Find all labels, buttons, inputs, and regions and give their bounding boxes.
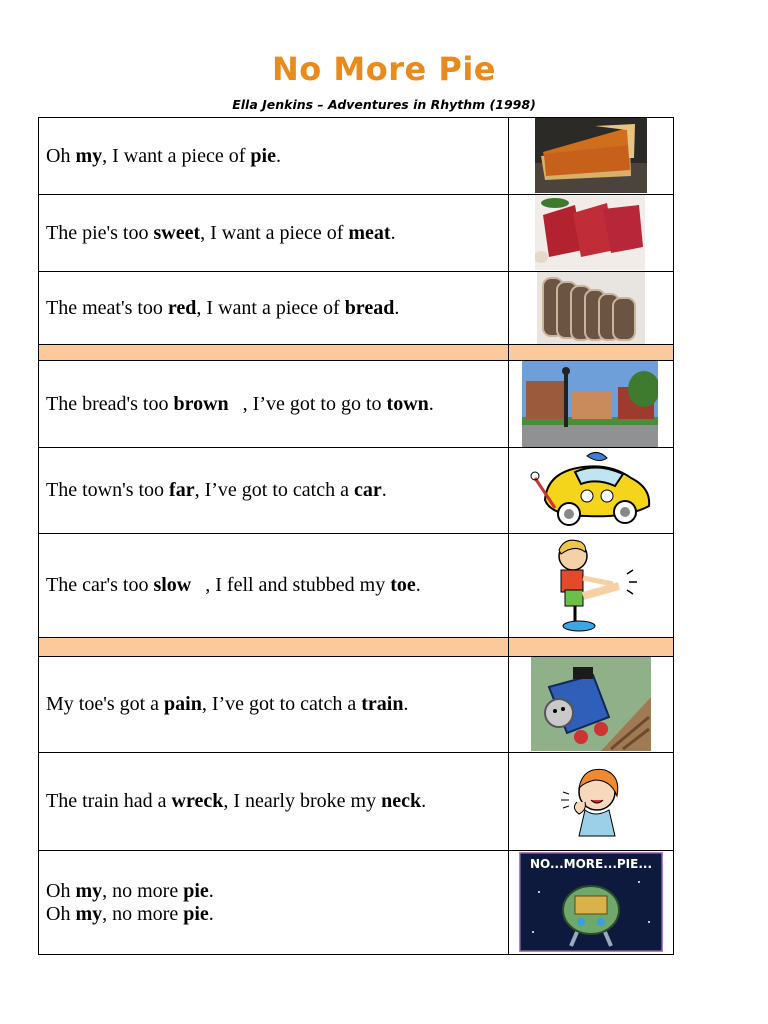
meat-image bbox=[509, 195, 674, 272]
neck-pain-icon bbox=[555, 762, 635, 842]
verse-row bbox=[39, 272, 674, 345]
song-table bbox=[38, 117, 674, 955]
verse-row bbox=[39, 118, 674, 195]
neck-pain-image bbox=[509, 753, 674, 851]
verse-text: The pie's too sweet, I want a piece of meat. bbox=[39, 195, 509, 272]
final-line-1: Oh my, no more pie. bbox=[46, 879, 214, 902]
final-verse-row bbox=[39, 851, 674, 955]
pie-image bbox=[509, 118, 674, 195]
final-verse-text bbox=[39, 851, 509, 955]
verse-row bbox=[39, 361, 674, 448]
car-image bbox=[509, 448, 674, 534]
stubbed-toe-icon bbox=[535, 534, 645, 634]
toe-image bbox=[509, 534, 674, 638]
verse-row bbox=[39, 753, 674, 851]
verse-text: The train had a wreck, I nearly broke my neck. bbox=[39, 753, 509, 851]
town-icon bbox=[522, 361, 658, 447]
verse-row bbox=[39, 448, 674, 534]
bread-icon bbox=[537, 272, 645, 344]
verse-row bbox=[39, 657, 674, 753]
page-subtitle: Ella Jenkins – Adventures in Rhythm (1998) bbox=[232, 97, 536, 112]
town-image bbox=[509, 361, 674, 448]
toy-train-icon bbox=[531, 657, 651, 751]
verse-row bbox=[39, 195, 674, 272]
meat-icon bbox=[535, 195, 645, 270]
final-line-2: Oh my, no more pie. bbox=[46, 902, 214, 925]
bread-image bbox=[509, 272, 674, 345]
no-more-pie-image bbox=[509, 851, 674, 955]
verse-text: Oh my, I want a piece of pie. bbox=[39, 118, 509, 195]
stanza-separator bbox=[39, 345, 674, 361]
car-icon bbox=[527, 448, 657, 532]
verse-text: The bread's too brown , I’ve got to go to town. bbox=[39, 361, 509, 448]
page-title: No More Pie bbox=[272, 50, 496, 88]
space-robot-poster-icon bbox=[519, 852, 663, 952]
verse-text: The town's too far, I’ve got to catch a car. bbox=[39, 448, 509, 534]
pumpkin-pie-icon bbox=[535, 118, 647, 193]
verse-row bbox=[39, 534, 674, 638]
stanza-separator bbox=[39, 638, 674, 657]
poster-caption: NO...MORE...PIE... bbox=[529, 857, 653, 871]
train-image bbox=[509, 657, 674, 753]
verse-text: The car's too slow , I fell and stubbed my toe. bbox=[39, 534, 509, 638]
verse-text: My toe's got a pain, I’ve got to catch a train. bbox=[39, 657, 509, 753]
verse-text: The meat's too red, I want a piece of bread. bbox=[39, 272, 509, 345]
